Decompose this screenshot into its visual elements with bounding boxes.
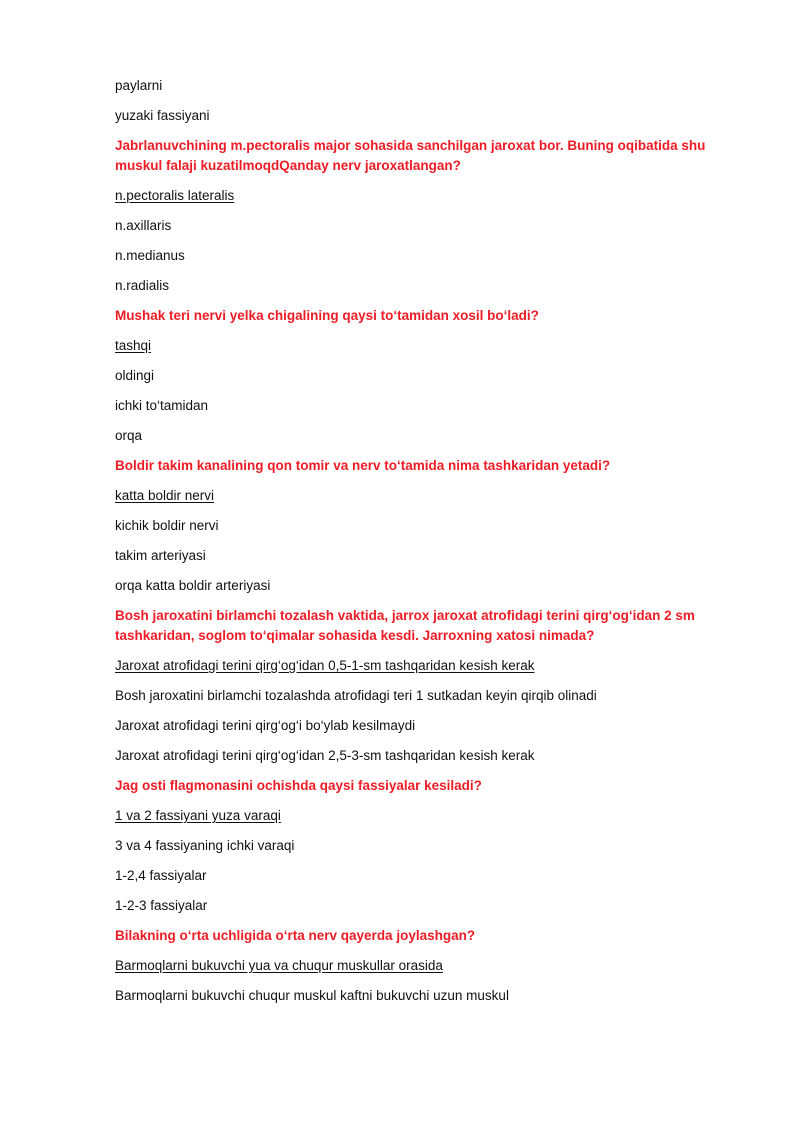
question-block-1	[115, 136, 725, 296]
answer-option-correct: katta boldir nervi	[115, 488, 215, 503]
question-text: Mushak teri nervi yelka chigalining qaysi to‘tamidan xosil bo‘ladi?	[115, 308, 539, 323]
answer-option: 1-2-3 fassiyalar	[115, 898, 208, 913]
question-block-4	[115, 606, 725, 766]
answer-option-correct: Barmoqlarni bukuvchi yua va chuqur muskullar orasida	[115, 958, 443, 973]
question-text: Boldir takim kanalining qon tomir va nerv to‘tamida nima tashkaridan yetadi?	[115, 458, 611, 473]
question-text: Bilakning o‘rta uchligida o‘rta nerv qayerda joylashgan?	[115, 928, 476, 943]
answer-option: n.medianus	[115, 248, 185, 263]
question-text: Jag osti flagmonasini ochishda qaysi fassiyalar kesiladi?	[115, 778, 482, 793]
answer-option: takim arteriyasi	[115, 548, 206, 563]
answer-option: ichki to‘tamidan	[115, 398, 209, 413]
answer-option: orqa	[115, 428, 143, 443]
answer-option: 1-2,4 fassiyalar	[115, 868, 207, 883]
answer-option-correct: Jaroxat atrofidagi terini qirg‘og‘idan 0,5-1-sm tashqaridan kesish kerak	[115, 658, 535, 673]
answer-option: orqa katta boldir arteriyasi	[115, 578, 271, 593]
answer-option: Jaroxat atrofidagi terini qirg‘og‘idan 2,5-3-sm tashqaridan kesish kerak	[115, 748, 535, 763]
answer-option: Jaroxat atrofidagi terini qirg‘og‘i bo‘ylab kesilmaydi	[115, 718, 416, 733]
answer-option: paylarni	[115, 78, 163, 93]
question-block-2	[115, 306, 725, 446]
answer-option: n.radialis	[115, 278, 170, 293]
question-block-5	[115, 776, 725, 916]
question-block-3	[115, 456, 725, 596]
answer-option-correct: tashqi	[115, 338, 152, 353]
answer-option: oldingi	[115, 368, 155, 383]
answer-option-correct: 1 va 2 fassiyani yuza varaqi	[115, 808, 281, 823]
answer-option: kichik boldir nervi	[115, 518, 219, 533]
answer-option: n.axillaris	[115, 218, 172, 233]
question-text: Jabrlanuvchining m.pectoralis major sohasida sanchilgan jaroxat bor. Buning oqibatida shu muskul falaji kuzatilmoqdQanday nerv jaroxatlangan?	[115, 138, 706, 173]
question-text: Bosh jaroxatini birlamchi tozalash vaktida, jarrox jaroxat atrofidagi terini qirg‘og‘idan 2 sm tashkaridan, soglom to‘qimalar sohasida kesdi. Jarroxning xatosi nimada?	[115, 608, 695, 643]
answer-option: 3 va 4 fassiyaning ichki varaqi	[115, 838, 295, 853]
answer-option-correct: n.pectoralis lateralis	[115, 188, 235, 203]
answer-option: yuzaki fassiyani	[115, 108, 210, 123]
answer-option: Barmoqlarni bukuvchi chuqur muskul kaftni bukuvchi uzun muskul	[115, 988, 509, 1003]
question-block-6	[115, 926, 725, 1006]
document-page	[115, 76, 725, 1016]
answer-option: Bosh jaroxatini birlamchi tozalashda atrofidagi teri 1 sutkadan keyin qirqib olinadi	[115, 688, 597, 703]
